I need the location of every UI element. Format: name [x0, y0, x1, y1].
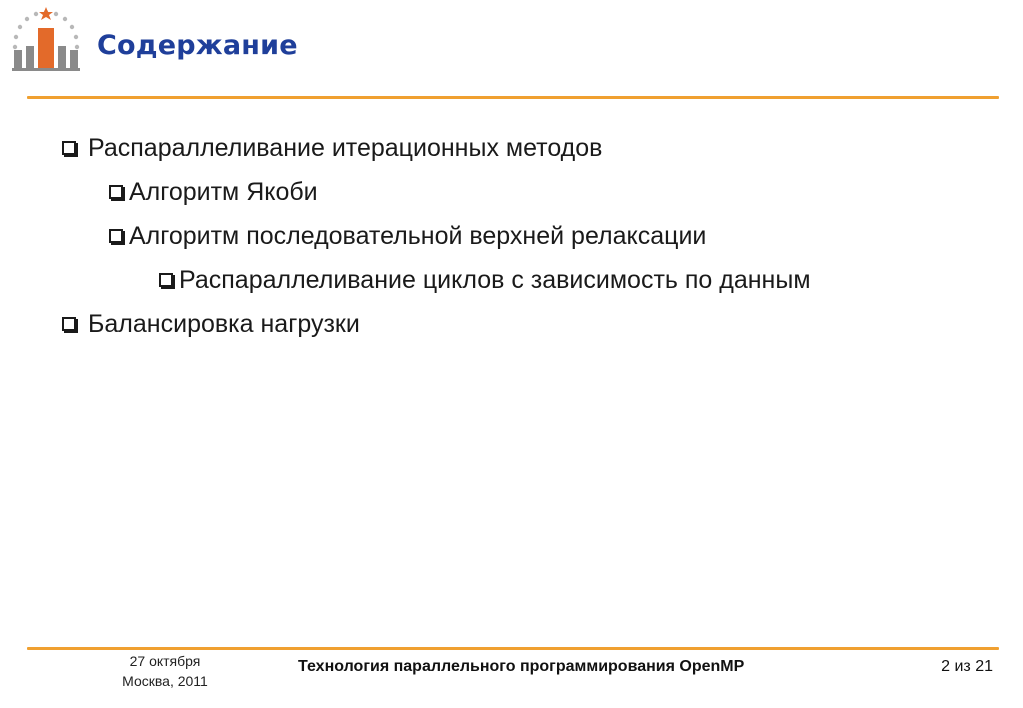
list-item-text: Алгоритм Якоби: [129, 178, 318, 206]
list-item: [62, 304, 360, 344]
checkbox-bullet-icon: [109, 229, 123, 243]
list-item-text: Распараллеливание циклов с зависимость по данным: [179, 266, 811, 294]
checkbox-bullet-icon: [159, 273, 173, 287]
list-item: [109, 172, 318, 212]
checkbox-bullet-icon: [109, 185, 123, 199]
list-item-text: Распараллеливание итерационных методов: [88, 134, 603, 162]
list-item: [159, 260, 811, 300]
footer-divider: [27, 647, 999, 650]
footer-date: [105, 651, 225, 691]
list-item-text: Алгоритм последовательной верхней релаксации: [129, 222, 707, 250]
list-item-text: Балансировка нагрузки: [88, 310, 360, 338]
list-item: [109, 216, 706, 256]
footer-location-line: Москва, 2011: [122, 673, 208, 689]
footer-course-title: Технология параллельного программирования OpenMP: [298, 658, 745, 675]
list-item: [62, 128, 602, 168]
footer-date-line: 27 октября: [129, 653, 201, 669]
checkbox-bullet-icon: [62, 317, 76, 331]
page-indicator: 2 из 21: [941, 658, 993, 675]
page-title: Содержание: [97, 30, 298, 61]
header-divider: [27, 96, 999, 99]
checkbox-bullet-icon: [62, 141, 76, 155]
university-logo-icon: [8, 6, 84, 82]
